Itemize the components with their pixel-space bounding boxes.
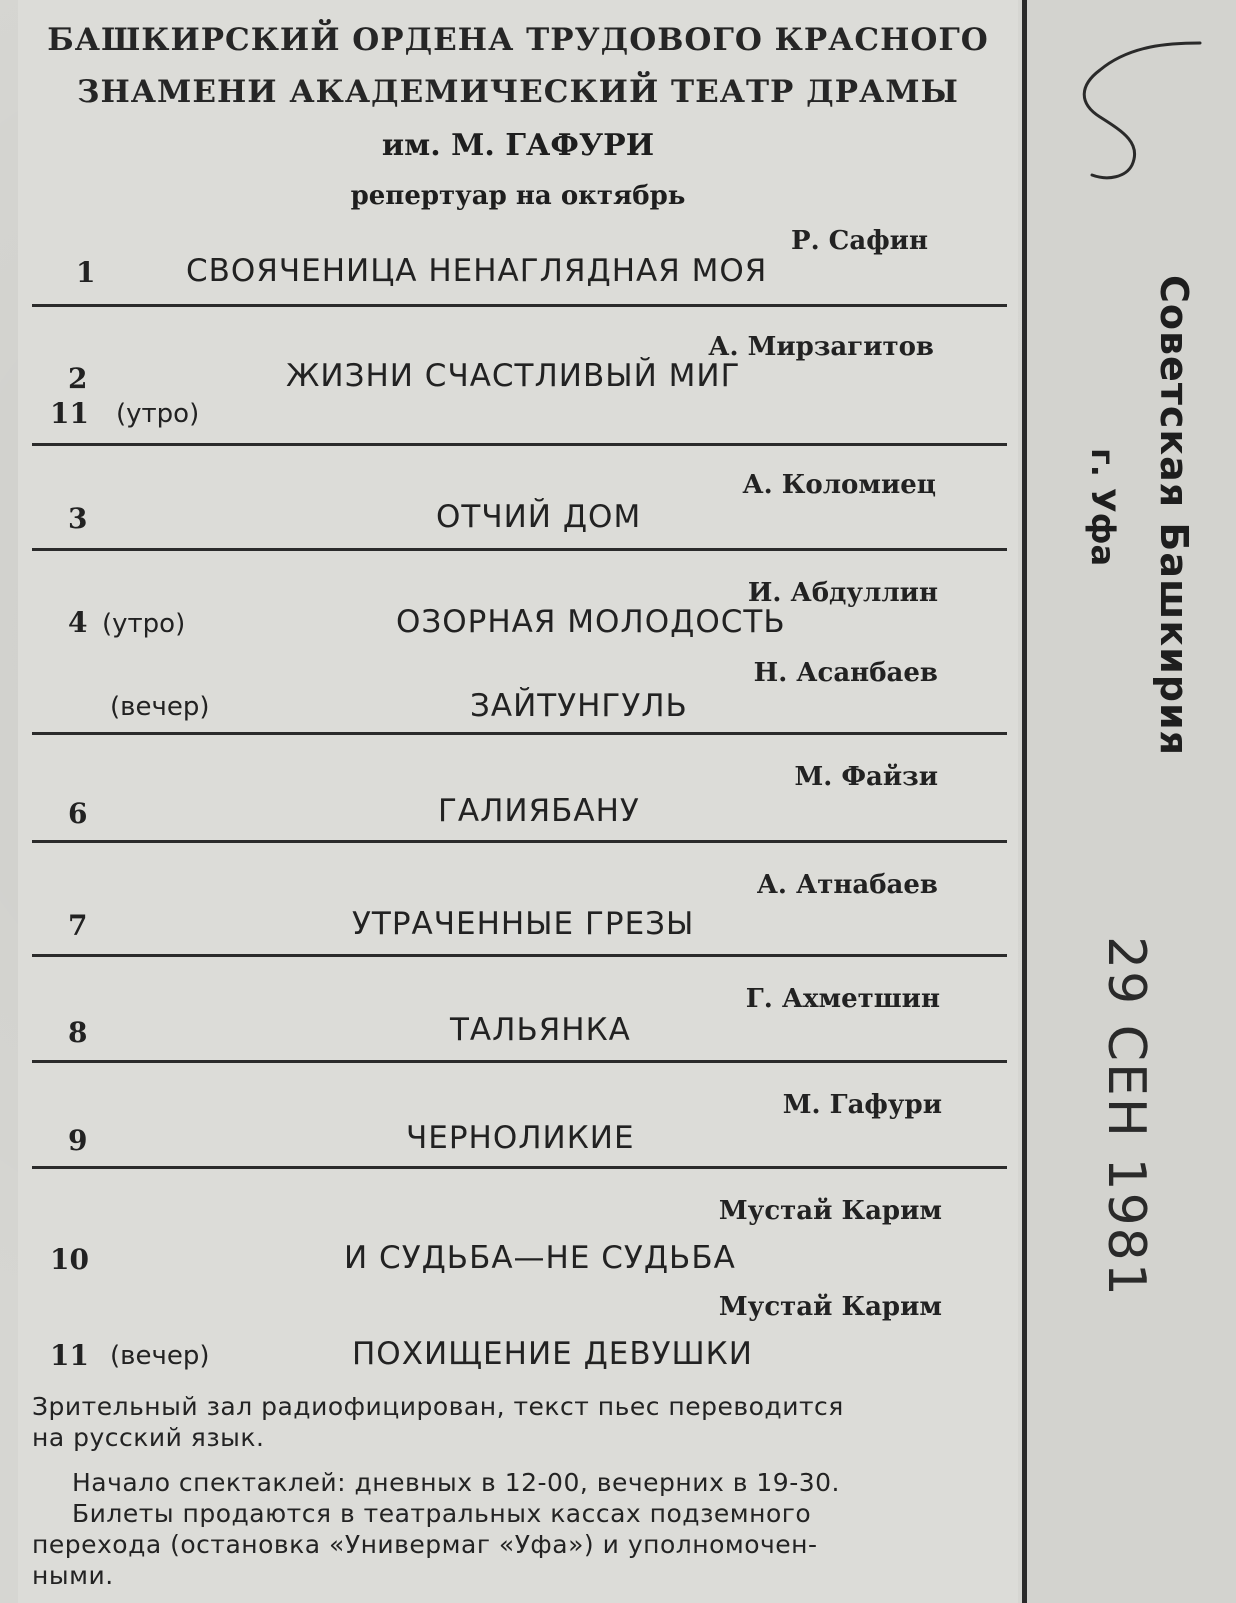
separator-line (32, 1060, 1007, 1063)
entry-author: М. Гафури (782, 1090, 942, 1120)
entry-author: И. Абдуллин (747, 578, 938, 608)
separator-line (32, 304, 1007, 307)
footer-text-line: ными. (32, 1561, 114, 1590)
entry-date: 4 (68, 606, 88, 639)
newspaper-city: г. Уфа (1084, 448, 1122, 567)
entry-author: М. Файзи (794, 762, 938, 792)
entry-date: 7 (68, 909, 88, 942)
entry-date: 6 (68, 797, 88, 830)
entry-title: СВОЯЧЕНИЦА НЕНАГЛЯДНАЯ МОЯ (186, 253, 768, 289)
footer-paragraph-2 (32, 1467, 1022, 1591)
handwritten-mark (1060, 25, 1210, 185)
entry-title: ГАЛИЯБАНУ (438, 793, 640, 829)
entry-date: 9 (68, 1124, 88, 1157)
entry-author-secondary: Мустай Карим (718, 1292, 942, 1322)
entry-time-note-secondary: (вечер) (110, 692, 210, 722)
entry-time-note: (вечер) (110, 1341, 210, 1371)
entry-date: 1 (76, 256, 96, 289)
newspaper-clipping (18, 0, 1018, 1603)
entry-author: Г. Ахметшин (745, 984, 940, 1014)
entry-author: Р. Сафин (791, 226, 928, 256)
entry-title: ЖИЗНИ СЧАСТЛИВЫЙ МИГ (286, 358, 741, 394)
separator-line (32, 548, 1007, 551)
entry-author: Мустай Карим (718, 1196, 942, 1226)
header-line-3: им. М. ГАФУРИ (381, 128, 655, 163)
entry-title: ТАЛЬЯНКА (450, 1012, 631, 1048)
entry-title: УТРАЧЕННЫЕ ГРЕЗЫ (352, 906, 695, 942)
footer-text-line: перехода (остановка «Универмаг «Уфа») и уполномочен- (32, 1530, 818, 1559)
entry-author: А. Мирзагитов (708, 332, 934, 362)
entry-title-secondary: ПОХИЩЕНИЕ ДЕВУШКИ (352, 1336, 753, 1372)
separator-line (32, 954, 1007, 957)
footer-text-line: Зрительный зал радиофицирован, текст пьес переводится (32, 1392, 844, 1421)
entry-date: 8 (68, 1016, 88, 1049)
newspaper-name: Советская Башкирия (1152, 275, 1196, 757)
entry-date: 10 (50, 1243, 89, 1276)
entry-title: ЧЕРНОЛИКИЕ (406, 1120, 635, 1156)
entry-author-secondary: Н. Асанбаев (753, 658, 938, 688)
entry-date-secondary: 11 (50, 1339, 89, 1372)
entry-author: А. Атнабаев (756, 870, 938, 900)
entry-title: ОТЧИЙ ДОМ (436, 499, 642, 535)
header (18, 14, 1018, 220)
entry-date: 2 (68, 362, 88, 395)
entry-date-secondary: 11 (50, 397, 89, 430)
entry-time-note: (утро) (116, 399, 200, 429)
header-line-2: ЗНАМЕНИ АКАДЕМИЧЕСКИЙ ТЕАТР ДРАМЫ (77, 74, 959, 110)
footer-text-line: Билеты продаются в театральных кассах подземного (72, 1499, 812, 1528)
separator-line (32, 840, 1007, 843)
separator-line (32, 732, 1007, 735)
footer-paragraph-1 (32, 1391, 1022, 1453)
header-line-4: репертуар на октябрь (350, 181, 686, 211)
footer-text-line: на русский язык. (32, 1423, 265, 1452)
entry-author: А. Коломиец (742, 470, 936, 500)
footer-text-line: Начало спектаклей: дневных в 12-00, вечерних в 19-30. (72, 1468, 840, 1497)
side-margin (1027, 0, 1236, 1603)
entry-time-note: (утро) (102, 609, 186, 639)
entry-title: И СУДЬБА—НЕ СУДЬБА (344, 1240, 736, 1276)
entry-title: ОЗОРНАЯ МОЛОДОСТЬ (396, 604, 786, 640)
entry-date: 3 (68, 502, 88, 535)
separator-line (32, 1166, 1007, 1169)
separator-line (32, 443, 1007, 446)
date-stamp: 29 СЕН 1981 (1096, 936, 1156, 1298)
header-line-1: БАШКИРСКИЙ ОРДЕНА ТРУДОВОГО КРАСНОГО (47, 22, 989, 58)
entry-title-secondary: ЗАЙТУНГУЛЬ (470, 688, 688, 724)
